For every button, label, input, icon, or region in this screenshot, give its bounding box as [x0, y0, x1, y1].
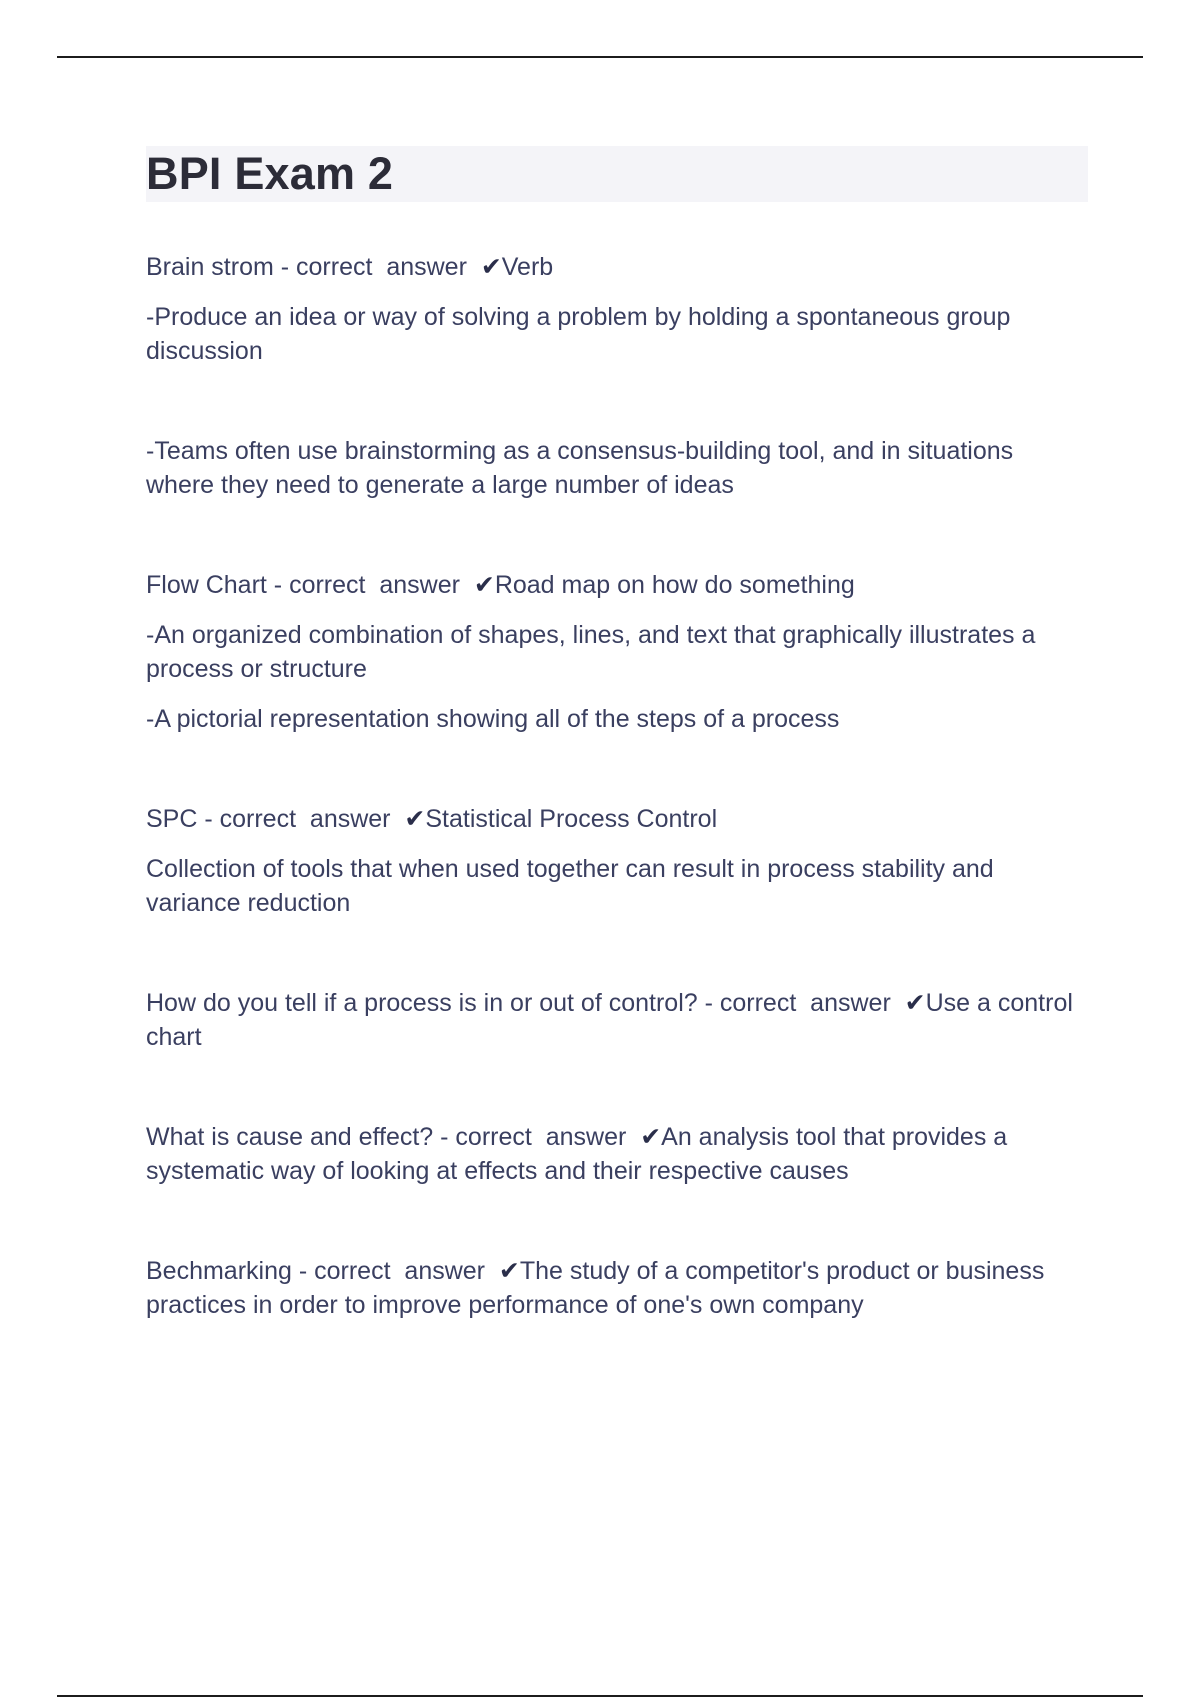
question-text: SPC - correct answer — [146, 805, 405, 833]
question-line — [146, 986, 1088, 1054]
entry-spacer — [146, 920, 1088, 986]
answer-paragraph: -Produce an idea or way of solving a problem by holding a spontaneous group discussion — [146, 303, 1011, 365]
qa-entry-benchmarking — [146, 1254, 1088, 1322]
qa-entry-process-control — [146, 986, 1088, 1054]
answer-text: Verb — [501, 253, 554, 281]
entry-spacer — [146, 502, 1088, 568]
top-rule — [57, 56, 1143, 58]
question-text: Bechmarking - correct answer — [146, 1257, 499, 1285]
answer-text: An analysis tool that provides a systematic way of looking at effects and their respective causes — [146, 1123, 1015, 1185]
check-icon: ✔ — [904, 989, 926, 1017]
answer-paragraph: -An organized combination of shapes, lines, and text that graphically illustrates a process or structure — [146, 621, 1036, 683]
answer-paragraph: -A pictorial representation showing all of the steps of a process — [146, 705, 840, 733]
blank-line — [146, 368, 1088, 418]
entry-spacer — [146, 1054, 1088, 1120]
qa-list — [146, 250, 1088, 1322]
check-icon: ✔ — [473, 571, 495, 599]
question-line — [146, 568, 1088, 602]
document-title: BPI Exam 2 — [146, 148, 394, 199]
answer-text: Use a control chart — [146, 989, 1080, 1051]
question-text: Flow Chart - correct answer — [146, 571, 474, 599]
question-text: How do you tell if a process is in or out of control? - correct answer — [146, 989, 905, 1017]
page-content — [146, 146, 1088, 1322]
check-icon: ✔ — [640, 1123, 662, 1151]
qa-entry-brainstorm — [146, 250, 1088, 502]
check-icon: ✔ — [480, 253, 502, 281]
answer-paragraph: Collection of tools that when used together can result in process stability and variance reduction — [146, 855, 994, 917]
question-line — [146, 802, 1088, 836]
check-icon: ✔ — [404, 805, 426, 833]
question-line — [146, 250, 1088, 284]
entry-spacer — [146, 736, 1088, 802]
answer-text: The study of a competitor's product or business practices in order to improve performance of one's own company — [146, 1257, 1052, 1319]
answer-text: Road map on how do something — [494, 571, 855, 599]
qa-entry-flow-chart — [146, 568, 1088, 736]
question-line — [146, 1120, 1088, 1188]
question-text: What is cause and effect? - correct answer — [146, 1123, 641, 1151]
entry-spacer — [146, 1188, 1088, 1254]
answer-paragraph: -Teams often use brainstorming as a consensus-building tool, and in situations where they need to generate a large number of ideas — [146, 437, 1014, 499]
question-text: Brain strom - correct answer — [146, 253, 481, 281]
qa-entry-cause-effect — [146, 1120, 1088, 1188]
title-band — [146, 146, 1088, 202]
check-icon: ✔ — [498, 1257, 520, 1285]
question-line — [146, 1254, 1088, 1322]
qa-entry-spc — [146, 802, 1088, 920]
answer-text: Statistical Process Control — [425, 805, 718, 833]
bottom-rule — [57, 1695, 1143, 1697]
